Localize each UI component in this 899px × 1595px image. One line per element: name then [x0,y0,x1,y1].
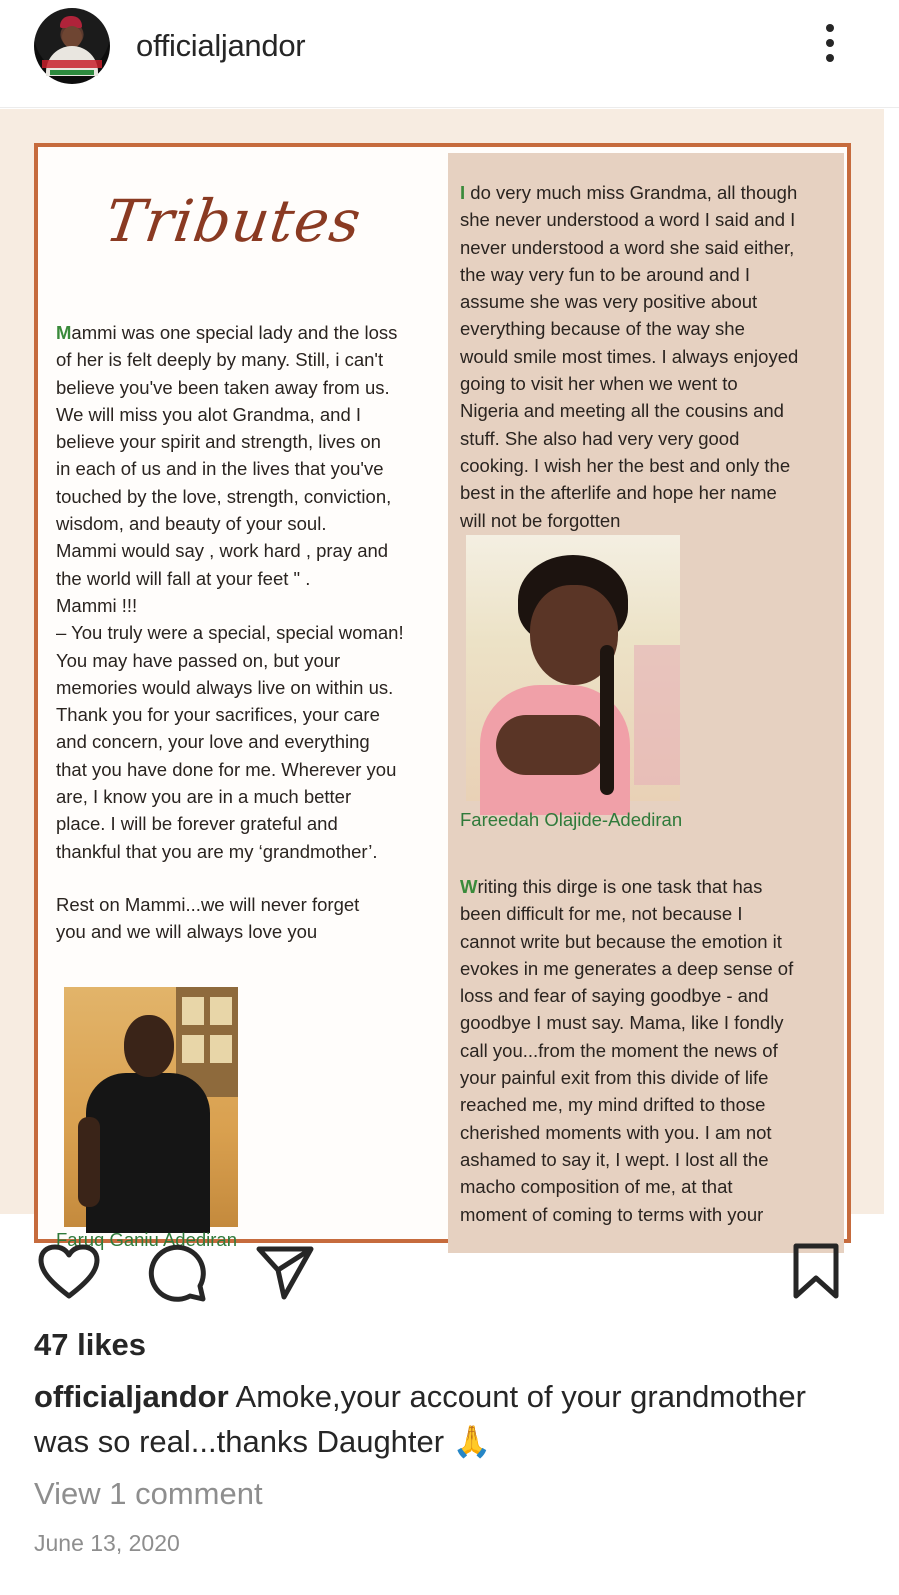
avatar-face [62,26,82,48]
right-initial-2: W [460,876,478,897]
profile-avatar[interactable] [34,8,110,84]
photo-faruq [64,987,238,1227]
left-paragraph-1: ammi was one special lady and the loss of her is felt deeply by many. Still, i can't believe you've been taken away from us. We will miss you alot Grandma, and I believe your spirit and strength, lives on in each of us and in the lives that you've touched by the love, strength, conviction, wisdom, and beauty of your soul. Mammi would say , work hard , pray and the world will fall at your feet " . Mammi !!! – You truly were a special, special woman! You may have passed on, but your memories would always live on within us. Thank you for your sacrifices, your care and concern, your love and everything that you have done for me. Wherever you are, I know you are in a much better place. I will be forever grateful and thankful that you are my ‘grandmother’. [56,322,404,862]
post-caption [34,1374,864,1464]
avatar-band [42,60,102,68]
comment-icon[interactable] [146,1242,208,1302]
right-paragraph-1: do very much miss Grandma, all though she never understood a word I said and I never understood a word she said either, the way very fun to be around and I assume she was very positive about everything because of the way she would smile most times. I always enjoyed going to visit her when we went to Nigeria and meeting all the cousins and stuff. She also had very very good cooking. I wish her the best and only the best in the afterlife and hope her name will not be forgotten [460,182,799,531]
view-comments-link[interactable]: View 1 comment [34,1476,263,1511]
right-column-text-1 [460,179,840,534]
post-username[interactable]: officialjandor [136,28,306,63]
send-icon[interactable] [254,1242,316,1302]
left-paragraph-2: Rest on Mammi...we will never forget you and we will always love you [56,893,360,943]
caption-username[interactable]: officialjandor [34,1379,229,1414]
right-column-text-2 [460,873,840,1228]
post-date: June 13, 2020 [34,1530,180,1556]
photo-caption-fareedah: Fareedah Olajide-Adediran [460,809,683,830]
tributes-heading: Tributes [101,187,366,255]
tribute-frame [34,143,851,1250]
right-initial-1: I [460,182,466,203]
action-bar [0,1214,899,1324]
more-vertical-icon[interactable] [815,24,845,68]
left-column-text [56,319,446,946]
caption-text: Amoke,your account of your grandmother was so real...thanks Daughter 🙏 [34,1379,806,1459]
heart-icon[interactable] [38,1244,100,1300]
likes-count[interactable]: 47 likes [34,1327,147,1362]
right-paragraph-2: riting this dirge is one task that has been difficult for me, not because I cannot write but because the emotion it evokes in me generates a deep sense of loss and fear of saying goodbye - and goodbye I must say. Mama, like I fondly call you...from the moment the news of your painful exit from this divide of life reached me, my mind drifted to those cherished moments with you. I am not ashamed to say it, I wept. I lost all the macho composition of me, at that moment of coming to terms with your [460,876,794,1225]
photo-fareedah [466,535,680,801]
left-initial: M [56,322,72,343]
avatar-band-green [50,70,94,75]
bookmark-icon[interactable] [792,1242,840,1300]
post-image[interactable] [0,109,884,1250]
photo-caption-faruq: Faruq Ganiu Adediran [56,1229,238,1250]
post-header [0,0,899,108]
